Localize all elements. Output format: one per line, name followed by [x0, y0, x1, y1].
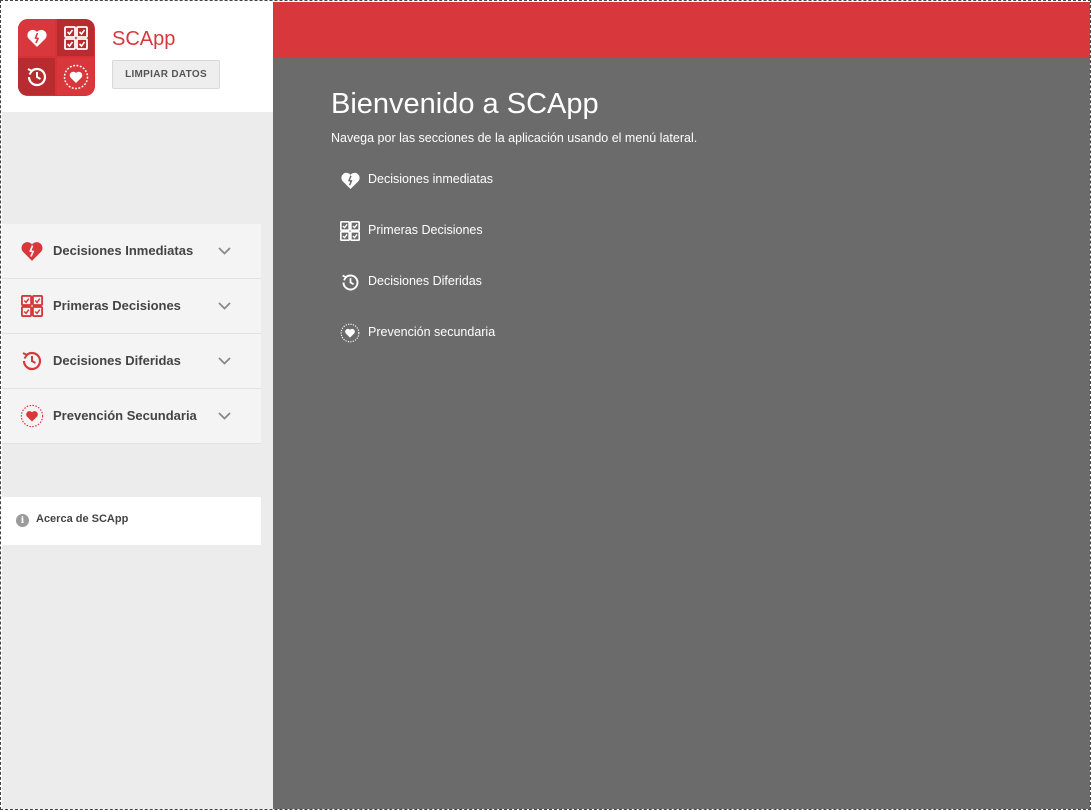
sidebar-item-label: Primeras Decisiones [53, 298, 181, 313]
page-subtitle: Navega por las secciones de la aplicación usando el menú lateral. [331, 131, 698, 145]
broken-heart-icon [20, 239, 44, 263]
sidebar-item-prevencion-secundaria[interactable] [2, 389, 261, 444]
heart-circle-icon [20, 404, 44, 428]
clock-history-icon [20, 349, 44, 373]
checklist-grid-icon [339, 220, 361, 242]
link-decisiones-inmediatas[interactable] [339, 167, 639, 218]
logo-heart-circle-icon [57, 58, 94, 95]
link-label[interactable]: Decisiones Diferidas [368, 274, 482, 288]
link-prevencion-secundaria[interactable] [339, 320, 639, 371]
sidebar-menu [2, 224, 261, 444]
sidebar-item-label: Decisiones Diferidas [53, 353, 181, 368]
logo-clock-icon [18, 58, 55, 95]
link-primeras-decisiones[interactable] [339, 218, 639, 269]
section-links [339, 167, 639, 371]
checklist-grid-icon [20, 294, 44, 318]
heart-circle-icon [339, 322, 361, 344]
link-decisiones-diferidas[interactable] [339, 269, 639, 320]
link-label[interactable]: Prevención secundaria [368, 325, 496, 339]
sidebar-item-decisiones-inmediatas[interactable] [2, 224, 261, 279]
link-label[interactable]: Decisiones inmediatas [368, 172, 494, 186]
sidebar-item-primeras-decisiones[interactable] [2, 279, 261, 334]
logo-broken-heart-icon [18, 19, 55, 56]
chevron-down-icon[interactable] [216, 408, 232, 424]
sidebar-item-label: Prevención Secundaria [53, 408, 197, 423]
chevron-down-icon[interactable] [216, 298, 232, 314]
clock-history-icon [339, 271, 361, 293]
main-content [273, 2, 1091, 810]
about-label: Acerca de SCApp [36, 513, 129, 525]
app-title: SCApp [112, 28, 176, 50]
chevron-down-icon[interactable] [216, 243, 232, 259]
sidebar [2, 2, 273, 810]
app-logo [18, 19, 95, 96]
sidebar-item-decisiones-diferidas[interactable] [2, 334, 261, 389]
page-title: Bienvenido a SCApp [331, 88, 599, 120]
chevron-down-icon[interactable] [216, 353, 232, 369]
sidebar-header [2, 2, 273, 112]
sidebar-item-label: Decisiones Inmediatas [53, 243, 194, 258]
clear-data-button[interactable]: LIMPIAR DATOS [112, 60, 220, 89]
info-icon: i [16, 514, 29, 527]
logo-checklist-icon [57, 19, 94, 56]
broken-heart-icon [339, 169, 361, 191]
top-bar [273, 2, 1091, 58]
link-label[interactable]: Primeras Decisiones [368, 223, 483, 237]
sidebar-item-about[interactable] [2, 497, 261, 545]
